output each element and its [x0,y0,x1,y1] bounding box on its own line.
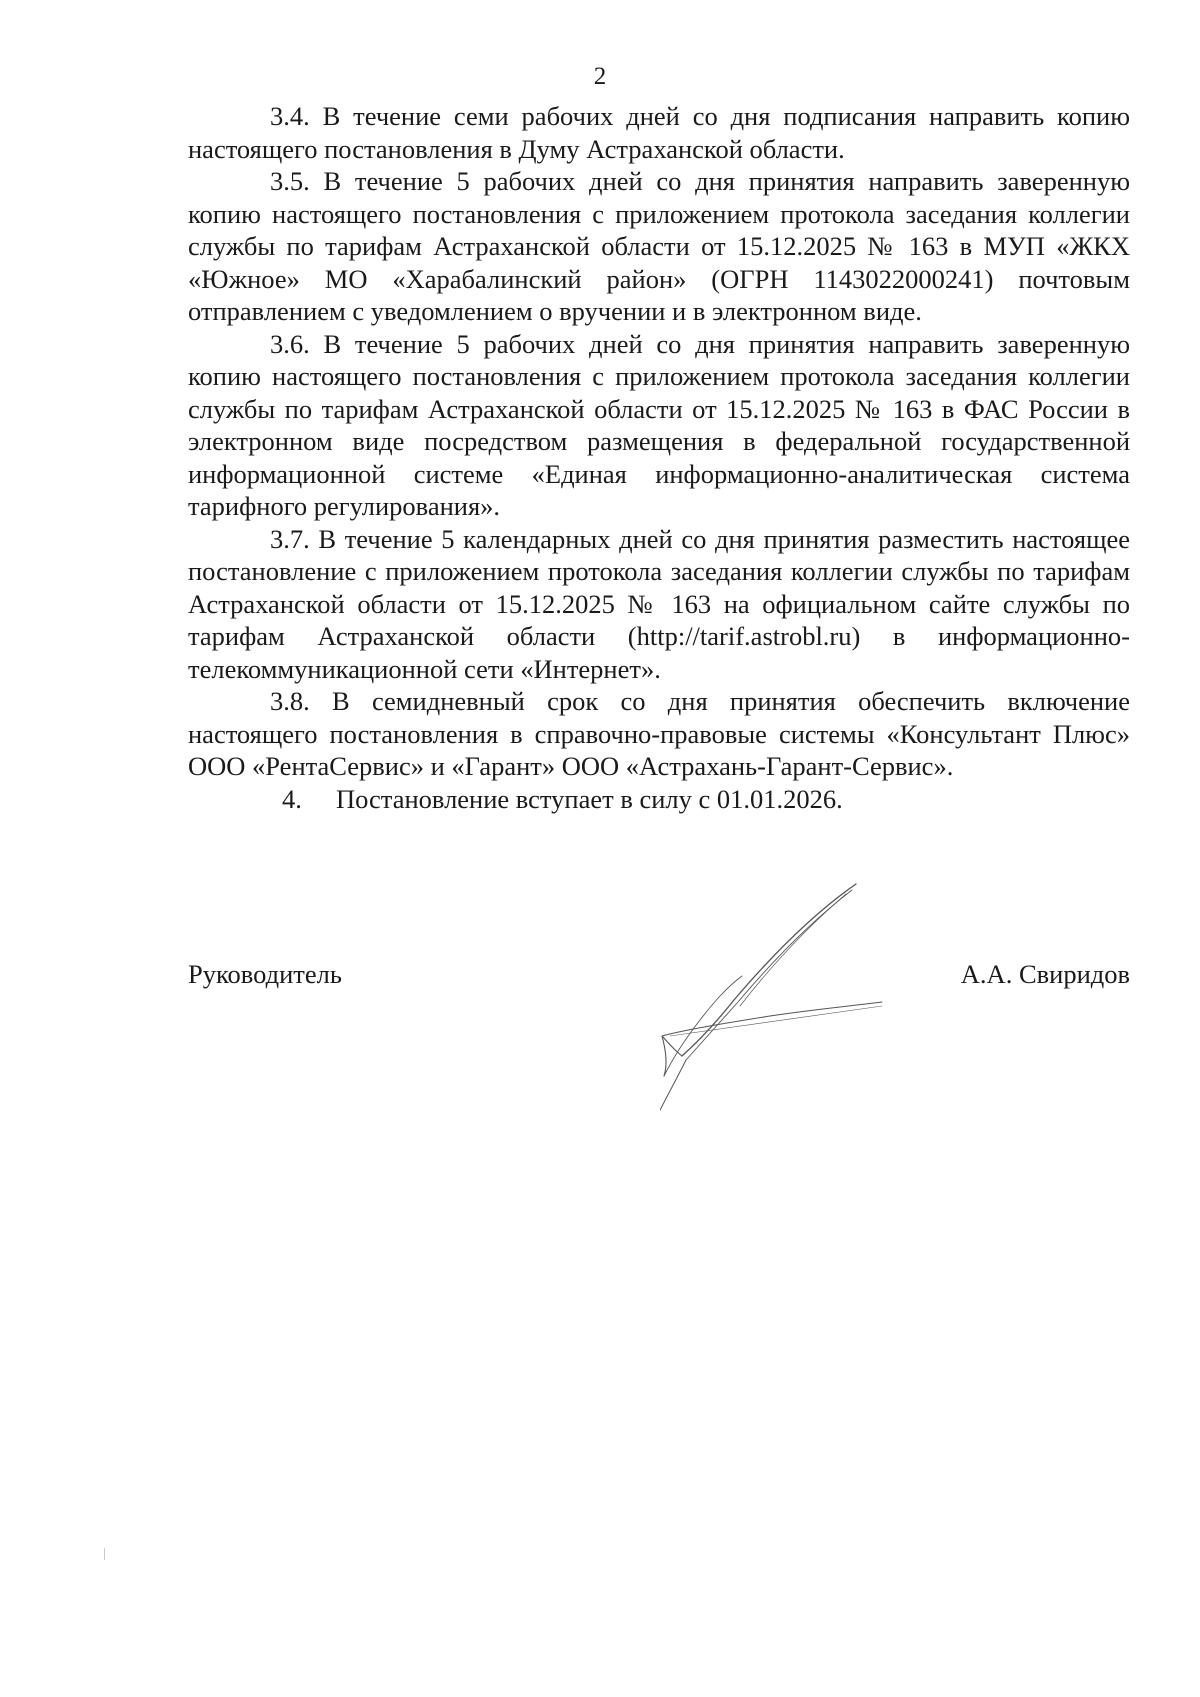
signature-block [188,958,1130,998]
signatory-name: А.А. Свиридов [960,959,1130,989]
paragraph-3-6: 3.6. В течение 5 рабочих дней со дня принятия направить заверенную копию настоящего постановления с приложением протокола заседания коллегии службы по тарифам Астраханской области от 15.12.2025 № 163 в ФАС России в электронном виде посредством размещения в федеральной государственной информационной системе «Единая информационно-аналитическая система тарифного регулирования». [188,328,1130,521]
paragraph-4-text: Постановление вступает в силу с 01.01.2026. [336,783,843,814]
paragraph-3-4: 3.4. В течение семи рабочих дней со дня подписания направить копию настоящего постановления в Думу Астраханской области. [188,101,1130,164]
scan-artifact [104,1548,105,1560]
paragraph-4-number: 4. [282,783,302,814]
paragraph-3-7: 3.7. В течение 5 календарных дней со дня принятия разместить настоящее постановление с приложением протокола заседания коллегии службы по тарифам Астраханской области от 15.12.2025 № 163 на официальном сайте службы по тарифам Астраханской области (http://tarif.astrobl.ru) в информационно-телекоммуникационной сети «Интернет». [188,523,1130,684]
paragraph-4 [188,783,1130,816]
paragraph-3-8: 3.8. В семидневный срок со дня принятия обеспечить включение настоящего постановления в справочно-правовые системы «Консультант Плюс» ООО «РентаСервис» и «Гарант» ООО «Астрахань-Гарант-Сервис». [188,686,1130,781]
page-number: 2 [593,63,607,90]
paragraph-3-5: 3.5. В течение 5 рабочих дней со дня принятия направить заверенную копию настоящего постановления с приложением протокола заседания коллегии службы по тарифам Астраханской области от 15.12.2025 № 163 в МУП «ЖКХ «Южное» МО «Харабалинский район» (ОГРН 1143022000241) почтовым отправлением с уведомлением о вручении и в электронном виде. [188,166,1130,326]
signatory-role: Руководитель [188,959,342,989]
handwritten-signature [660,880,960,1130]
document-body [188,100,1130,815]
